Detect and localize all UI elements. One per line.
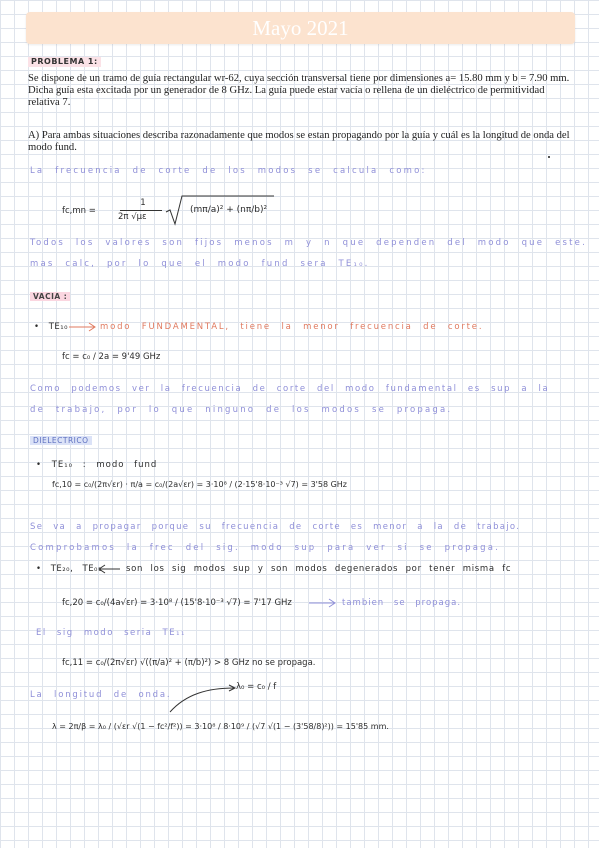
- ink-dot: [548, 156, 550, 158]
- intro-line: La frecuencia de corte de los modos se calcula como:: [30, 166, 427, 176]
- lambda-title: La longitud de onda.: [30, 690, 172, 700]
- dielectrico-next: El sig modo seria TE₁₁: [36, 628, 186, 638]
- fraction-bar: [120, 210, 162, 211]
- dielectrico-fc20: fc,20 = c₀/(4a√εr) = 3·10⁸ / (15'8·10⁻³ √7) = 7'17 GHz: [62, 598, 292, 608]
- vacia-heading: VACIA :: [30, 292, 70, 301]
- formula-numerator: 1: [140, 198, 146, 208]
- formula-lhs: fc,mn =: [62, 206, 96, 216]
- lambda0-formula: λ₀ = c₀ / f: [236, 682, 277, 692]
- problem-statement: Se dispone de un tramo de guía rectangular wr-62, cuya sección transversal tiene por dimensiones a= 15.80 mm y b = 7.90 mm. Dicha guía esta excitada por un generador de 8 GHz. La guía puede estar vacía o rellena de un dieléctrico de permitividad relativa 7.: [28, 73, 570, 108]
- dielectrico-fc11: fc,11 = c₀/(2π√εr) √((π/a)² + (π/b)²) > 8 GHz no se propaga.: [62, 658, 316, 668]
- dielectrico-fc10: fc,10 = c₀/(2π√εr) · π/a = c₀/(2a√εr) = 3·10⁸ / (2·15'8·10⁻³ √7) = 3'58 GHz: [52, 480, 347, 489]
- right-arrow-icon: [308, 598, 338, 608]
- vacia-fc: fc = c₀ / 2a = 9'49 GHz: [62, 352, 161, 362]
- lambda-equation: λ = 2π/β = λ₀ / (√εr √(1 − fc²/f²)) = 3·10⁸ / 8·10⁹ / (√7 √(1 − (3'58/8)²)) = 15'85 mm.: [52, 722, 389, 731]
- formula-root: (mπ/a)² + (nπ/b)²: [190, 205, 268, 215]
- vacia-line-1: Como podemos ver la frecuencia de corte del modo fundamental es sup a la: [30, 384, 550, 394]
- dielectrico-bullet-2-note: son los sig modos sup y son modos degenerados por tener misma fc: [126, 564, 512, 574]
- dielectrico-heading: DIELECTRICO: [30, 436, 92, 445]
- question-a: A) Para ambas situaciones describa razonadamente que modos se estan propagando por la guía y cuál es la longitud de onda del modo fund.: [28, 130, 570, 153]
- left-arrow-icon: [98, 564, 122, 574]
- dielectrico-bullet-2: • TE₂₀, TE₀₁: [36, 564, 102, 574]
- vacia-bullet: • TE₁₀: [34, 322, 69, 332]
- dielectrico-line-1: Se va a propagar porque su frecuencia de corte es menor a la de trabajo.: [30, 522, 521, 532]
- formula-denominator: 2π √με: [118, 212, 147, 222]
- dielectrico-line-2: Comprobamos la frec del sig. modo sup para ver si se propaga.: [30, 543, 501, 553]
- dielectrico-fc20-note: tambien se propaga.: [342, 598, 462, 608]
- right-arrow-icon: [68, 322, 98, 332]
- dielectrico-bullet: • TE₁₀ : modo fund: [36, 460, 158, 470]
- problem-label: PROBLEMA 1:: [28, 57, 101, 67]
- page-title: Mayo 2021: [26, 12, 575, 44]
- vacia-line-2: de trabajo, por lo que ninguno de los modos se propaga.: [30, 405, 453, 415]
- explanation-line-1: Todos los valores son fijos menos m y n que dependen del modo que este.: [30, 238, 587, 248]
- curved-arrow-icon: [168, 684, 240, 714]
- vacia-note: modo FUNDAMENTAL, tiene la menor frecuencia de corte.: [100, 322, 484, 332]
- explanation-line-2: mas calc, por lo que el modo fund sera TE₁₀.: [30, 259, 370, 269]
